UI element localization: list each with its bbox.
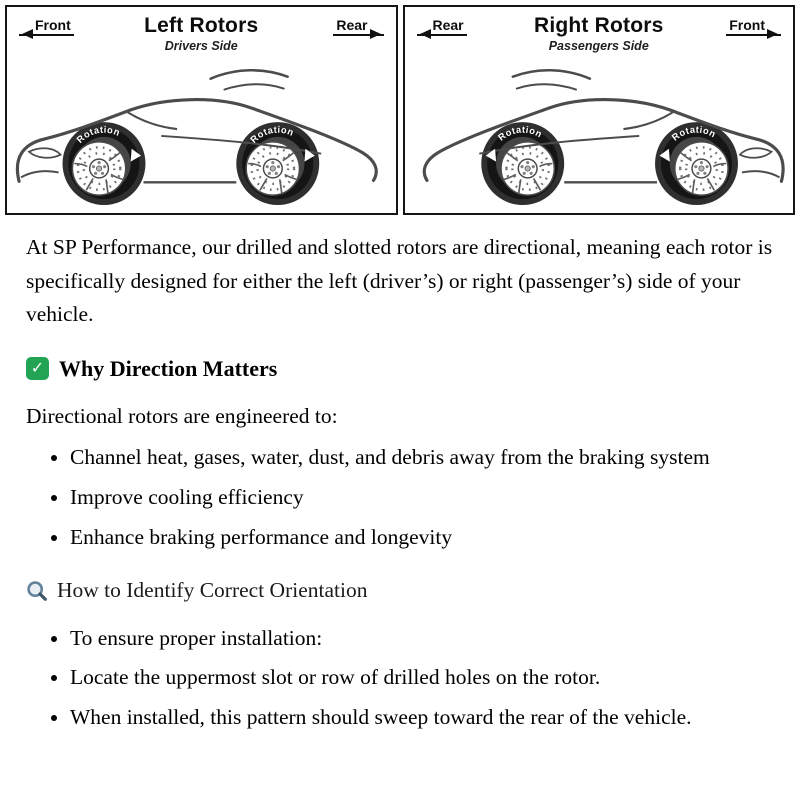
rotor-direction-diagram xyxy=(0,0,800,215)
check-icon: ✓ xyxy=(26,357,49,380)
intro-paragraph: At SP Performance, our drilled and slotted rotors are directional, meaning each rotor is specifically designed for either the left (driver’s) or right (passenger’s) side of your vehicle. xyxy=(26,235,773,327)
direction-text: Front xyxy=(35,17,71,33)
right-rotors-panel xyxy=(403,5,796,215)
bullet-item: • Enhance braking performance and longevity xyxy=(70,521,774,555)
rotation-label: Rotation xyxy=(248,124,296,145)
heading-text: How to Identify Correct Orientation xyxy=(57,578,368,603)
arrow-left-icon xyxy=(22,29,33,39)
bullet-item: • To ensure proper installation: xyxy=(70,622,774,656)
identify-bullets xyxy=(50,622,774,735)
arrow-right-icon xyxy=(767,29,778,39)
direction-text: Rear xyxy=(432,17,464,33)
front-direction-label xyxy=(726,17,781,36)
front-direction-label xyxy=(19,17,74,36)
rotation-label: Rotation xyxy=(74,124,122,145)
left-car-illustration xyxy=(7,53,396,209)
arrow-right-icon xyxy=(370,29,381,39)
why-direction-bullets xyxy=(50,441,774,554)
rear-direction-label xyxy=(417,17,467,36)
right-panel-title: Right Rotors xyxy=(533,14,664,37)
left-rotors-panel xyxy=(5,5,398,215)
bullet-item: • Improve cooling efficiency xyxy=(70,481,774,515)
bullet-item: • Locate the uppermost slot or row of drilled holes on the rotor. xyxy=(70,661,774,695)
rotation-label: Rotation xyxy=(495,124,544,143)
direction-text: Rear xyxy=(336,17,368,33)
left-panel-subtitle: Drivers Side xyxy=(164,39,238,53)
left-panel-title: Left Rotors xyxy=(144,14,259,37)
right-panel-subtitle: Passengers Side xyxy=(548,39,649,53)
why-direction-heading xyxy=(26,352,774,386)
magnifier-icon xyxy=(26,580,48,602)
bullet-item: • When installed, this pattern should sweep toward the rear of the vehicle. xyxy=(70,701,774,735)
engineered-lead: Directional rotors are engineered to: xyxy=(26,403,338,428)
left-panel-header xyxy=(7,7,396,53)
rotation-label: Rotation xyxy=(669,124,718,143)
identify-orientation-heading xyxy=(26,574,774,608)
direction-text: Front xyxy=(729,17,765,33)
rear-direction-label xyxy=(333,17,383,36)
bullet-item: • Channel heat, gases, water, dust, and debris away from the braking system xyxy=(70,441,774,475)
right-panel-header xyxy=(405,7,794,53)
arrow-left-icon xyxy=(420,29,431,39)
article-body xyxy=(0,215,800,734)
heading-text: Why Direction Matters xyxy=(59,355,278,381)
right-car-illustration xyxy=(405,53,794,209)
